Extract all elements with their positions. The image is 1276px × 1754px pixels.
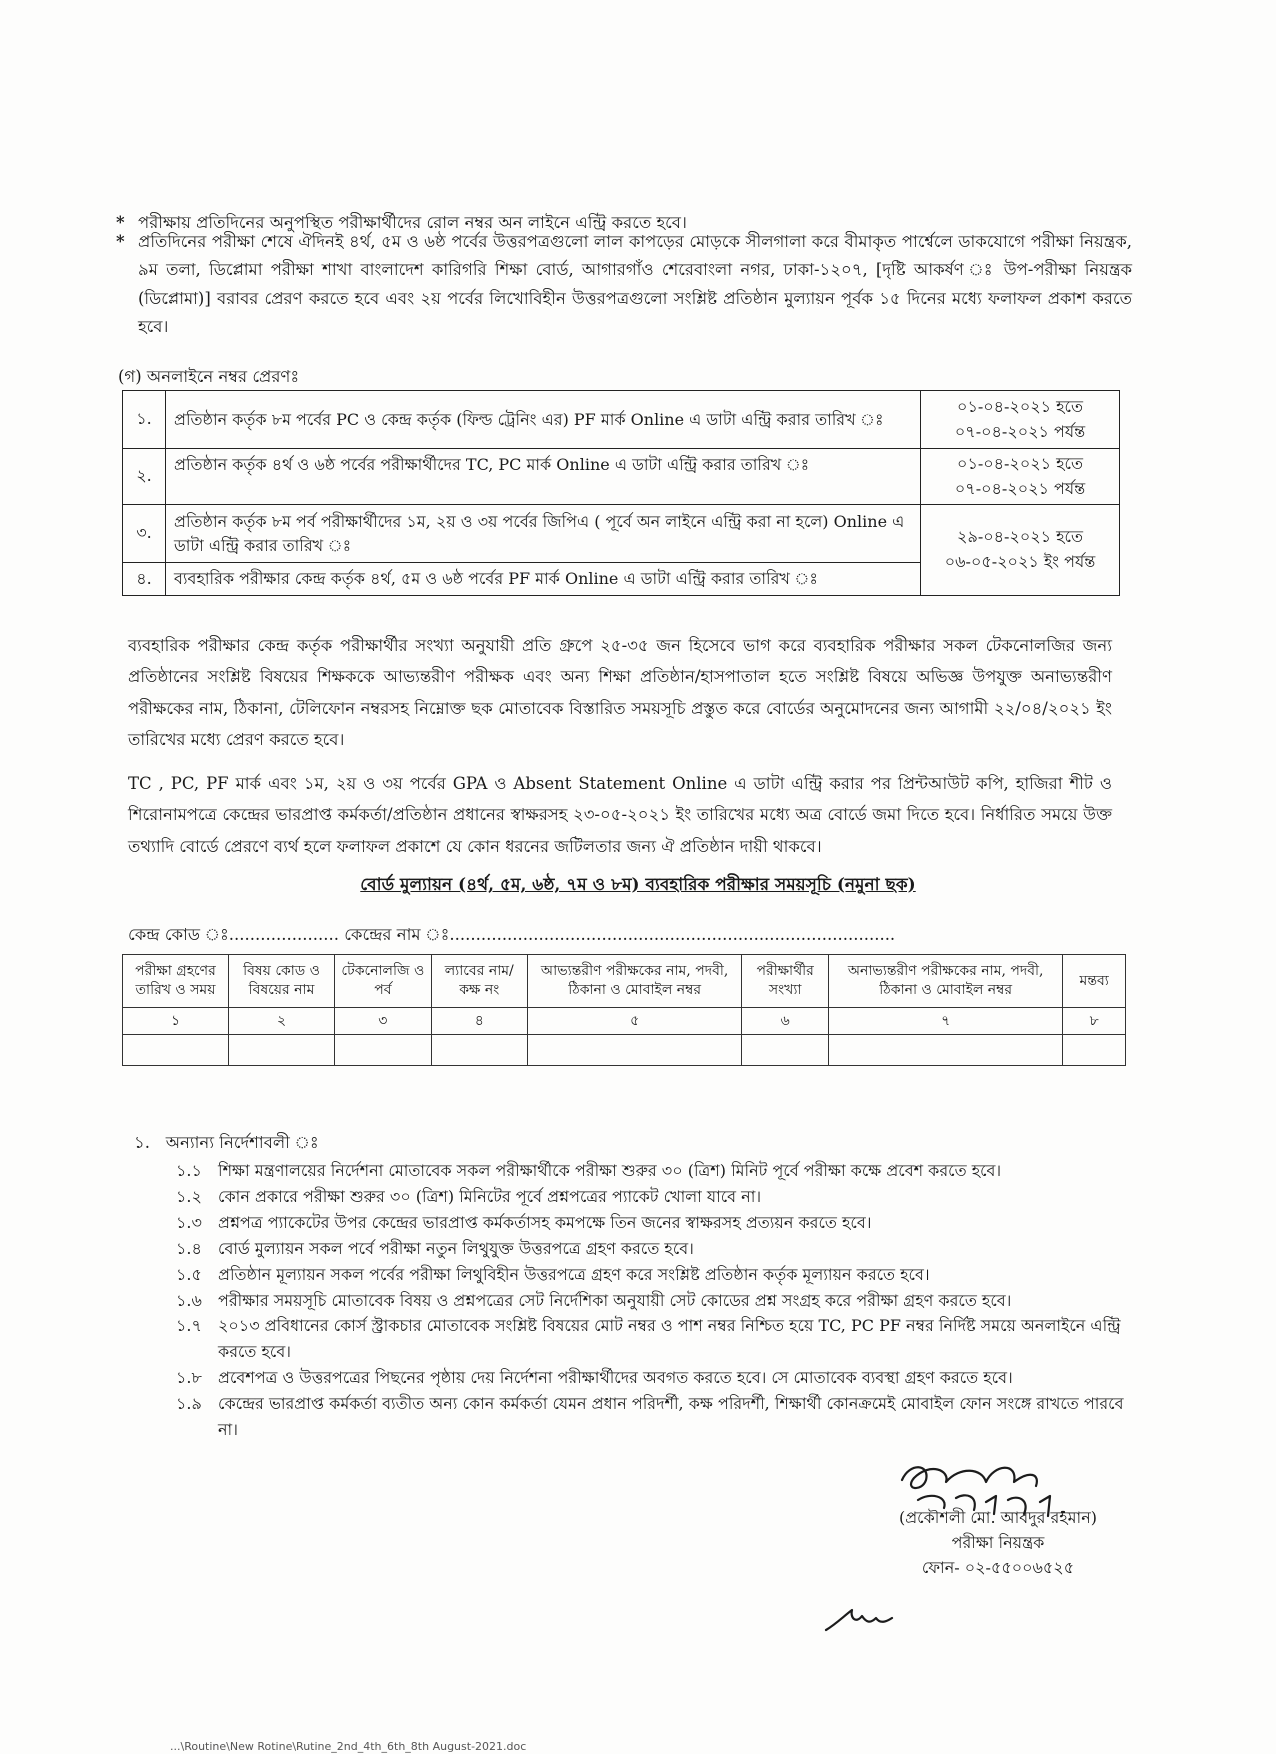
table-row: ১. প্রতিষ্ঠান কর্তৃক ৮ম পর্বের PC ও কেন্দ্র কর্তৃক (ফিল্ড ট্রেনিং এর) PF মার্ক Online এ ডাটা এন্ট্রি করার তারিখ ঃ ০১-০৪-২০২১ হতে ০৭-০৪-২০২১ পর্যন্ত <box>123 391 1120 449</box>
instructions-list <box>176 1158 1126 1443</box>
asterisk-icon: * <box>116 232 125 251</box>
signatory-name: (প্রকৌশলী মো. আবদুর রহমান) <box>898 1508 1097 1527</box>
online-entry-table <box>122 390 1120 596</box>
signature-block <box>868 1506 1128 1580</box>
paragraph-submission: TC , PC, PF মার্ক এবং ১ম, ২য় ও ৩য় পর্বের GPA ও Absent Statement Online এ ডাটা এন্ট্রি করার পর প্রিন্টআউট কপি, হাজিরা শীট ও শিরোনামপত্রে কেন্দ্রের ভারপ্রাপ্ত কর্মকর্তা/প্রতিষ্ঠান প্রধানের স্বাক্ষরসহ ২৩-০৫-২০২১ ইং তারিখের মধ্যে অত্র বোর্ডে জমা দিতে হবে। নির্ধারিত সময়ে উক্ত তথ্যাদি বোর্ডে প্রেরণে ব্যর্থ হলে ফলাফল প্রকাশে যে কোন ধরনের জটিলতার জন্য ঐ প্রতিষ্ঠান দায়ী থাকবে। <box>128 774 1112 856</box>
schedule-table <box>122 954 1126 1066</box>
list-item: ১.৬ পরীক্ষার সময়সূচি মোতাবেক বিষয় ও প্রশ্নপত্রের সেট নির্দেশিকা অনুযায়ী সেট কোডের প্রশ্ন সংগ্রহ করে পরীক্ষা গ্রহণ করতে হবে। <box>176 1290 1012 1310</box>
list-item: ১.৯ কেন্দ্রের ভারপ্রাপ্ত কর্মকর্তা ব্যতীত অন্য কোন কর্মকর্তা যেমন প্রধান পরিদর্শী, কক্ষ পরিদর্শী, শিক্ষার্থী কোনক্রমেই মোবাইল ফোন সংঙ্গে রাখতে পারবে না। <box>176 1394 1124 1440</box>
list-item: ১.৩ প্রশ্নপত্র প্যাকেটের উপর কেন্দ্রের ভারপ্রাপ্ত কর্মকর্তাসহ কমপক্ষে তিন জনের স্বাক্ষরসহ প্রত্যয়ন করতে হবে। <box>176 1212 872 1232</box>
section-g-title: (গ) অনলাইনে নম্বর প্রেরণঃ <box>118 367 300 386</box>
table-row: ৪. ব্যবহারিক পরীক্ষার কেন্দ্র কর্তৃক ৪র্থ, ৫ম ও ৬ষ্ঠ পর্বের PF মার্ক Online এ ডাটা এন্ট্রি করার তারিখ ঃ <box>123 563 1120 596</box>
list-item: ১.১ শিক্ষা মন্ত্রণালয়ের নির্দেশনা মোতাবেক সকল পরীক্ষার্থীকে পরীক্ষা শুরুর ৩০ (ত্রিশ) মিনিট পূর্বে পরীক্ষা কক্ষে প্রবেশ করতে হবে। <box>176 1161 1002 1180</box>
note-2: * প্রতিদিনের পরীক্ষা শেষে ঐদিনই ৪র্থ, ৫ম ও ৬ষ্ঠ পর্বের উত্তরপত্রগুলো লাল কাপড়ের মোড়কে সীলগালা করে বীমাকৃত পার্শ্বেলে ডাকযোগে পরীক্ষা নিয়ন্ত্রক, ৯ম তলা, ডিপ্লোমা পরীক্ষা শাখা বাংলাদেশ কারিগরি শিক্ষা বোর্ড, আগারগাঁও শেরেবাংলা নগর, ঢাকা-১২০৭, [দৃষ্টি আকর্ষণ ঃ উপ-পরীক্ষা নিয়ন্ত্রক (ডিপ্লোমা)] বরাবর প্রেরণ করতে হবে এবং ২য় পর্বের লিখোবিহীন উত্তরপত্রগুলো সংশ্লিষ্ট প্রতিষ্ঠান মুল্যায়ন পূর্বক ১৫ দিনের মধ্যে ফলাফল প্রকাশ করতে হবে। <box>116 228 1132 342</box>
center-code-line: কেন্দ্র কোড ঃ..................... কেন্দ্রের নাম ঃ..................................................................................... <box>128 925 896 944</box>
paragraph-practical-exam: ব্যবহারিক পরীক্ষার কেন্দ্র কর্তৃক পরীক্ষার্থীর সংখ্যা অনুযায়ী প্রতি গ্রুপে ২৫-৩৫ জন হিসেবে ভাগ করে ব্যবহারিক পরীক্ষার সকল টেকনোলজির জন্য প্রতিষ্ঠানের সংশ্লিষ্ট বিষয়ের শিক্ষককে আভ্যন্তরীণ পরীক্ষক এবং অন্য শিক্ষা প্রতিষ্ঠান/হাসপাতাল হতে সংশ্লিষ্ট বিষয়ে অভিজ্ঞ উপযুক্ত অনাভ্যন্তরীণ পরীক্ষকের নাম, ঠিকানা, টেলিফোন নম্বরসহ নিম্নোক্ত ছক মোতাবেক বিস্তারিত সময়সূচি প্রস্তুত করে বোর্ডের অনুমোদনের জন্য আগামী ২২/০৪/২০২১ ইং তারিখের মধ্যে প্রেরণ করতে হবে। <box>128 636 1112 750</box>
instructions-title: ১. অন্যান্য নির্দেশাবলী ঃ <box>134 1133 319 1152</box>
list-item: ১.২ কোন প্রকারে পরীক্ষা শুরুর ৩০ (ত্রিশ) মিনিটের পূর্বে প্রশ্নপত্রের প্যাকেট খোলা যাবে না। <box>176 1186 762 1206</box>
footer-file-path: ...\Routine\New Rotine\Rutine_2nd_4th_6th_8th August-2021.doc <box>170 1740 527 1753</box>
signatory-phone: ফোন- ০২-৫৫০০৬৫২৫ <box>921 1557 1075 1577</box>
table-row <box>123 1035 1126 1066</box>
schedule-title: বোর্ড মুল্যায়ন (৪র্থ, ৫ম, ৬ষ্ঠ, ৭ম ও ৮ম) ব্যবহারিক পরীক্ষার সময়সূচি (নমুনা ছক) <box>360 875 916 895</box>
table-row: ১ ২ ৩ ৪ ৫ ৬ ৭ ৮ <box>123 1008 1126 1035</box>
list-item: ১.৫ প্রতিষ্ঠান মূল্যায়ন সকল পর্বের পরীক্ষা লিথুবিহীন উত্তরপত্রে গ্রহণ করে সংশ্লিষ্ট প্রতিষ্ঠান কর্তৃক মূল্যায়ন করতে হবে। <box>176 1264 930 1284</box>
table-row: ২. প্রতিষ্ঠান কর্তৃক ৪র্থ ও ৬ষ্ঠ পর্বের পরীক্ষার্থীদের TC, PC মার্ক Online এ ডাটা এন্ট্রি করার তারিখ ঃ ০১-০৪-২০২১ হতে ০৭-০৪-২০২১ পর্যন্ত <box>123 449 1120 505</box>
list-item: ১.৪ বোর্ড মুল্যায়ন সকল পর্বে পরীক্ষা নতুন লিথুযুক্ত উত্তরপত্রে গ্রহণ করতে হবে। <box>176 1238 694 1258</box>
initial-scrawl <box>822 1602 902 1636</box>
signatory-designation: পরীক্ষা নিয়ন্ত্রক <box>951 1532 1045 1552</box>
list-item: ১.৭ ২০১৩ প্রবিধানের কোর্স স্ট্রাকচার মোতাবেক সংশ্লিষ্ট বিষয়ের মোট নম্বর ও পাশ নম্বর নিশ্চিত হয়ে TC, PC PF নম্বর নির্দিষ্ট সময়ে অনলাইনে এন্ট্রি করতে হবে। <box>176 1316 1121 1362</box>
note-1: * পরীক্ষায় প্রতিদিনের অনুপস্থিত পরীক্ষার্থীদের রোল নম্বর অন লাইনে এন্ট্রি করতে হবে। <box>116 212 687 234</box>
table-row: ৩. প্রতিষ্ঠান কর্তৃক ৮ম পর্ব পরীক্ষার্থীদের ১ম, ২য় ও ৩য় পর্বের জিপিএ ( পূর্বে অন লাইনে এন্ট্রি করা না হলে) Online এ ডাটা এন্ট্রি করার তারিখ ঃ ২৯-০৪-২০২১ হতে ০৬-০৫-২০২১ ইং পর্যন্ত <box>123 505 1120 563</box>
table-row: পরীক্ষা গ্রহণের তারিখ ও সময় বিষয় কোড ও বিষয়ের নাম টেকনোলজি ও পর্ব ল্যাবের নাম/ কক্ষ নং আভ্যন্তরীণ পরীক্ষকের নাম, পদবী, ঠিকানা ও মোবাইল নম্বর পরীক্ষার্থীর সংখ্যা অনাভ্যন্তরীণ পরীক্ষকের নাম, পদবী, ঠিকানা ও মোবাইল নম্বর মন্তব্য <box>123 955 1126 1008</box>
asterisk-icon: * <box>116 213 125 232</box>
list-item: ১.৮ প্রবেশপত্র ও উত্তরপত্রের পিছনের পৃষ্ঠায় দেয় নির্দেশনা পরীক্ষার্থীদের অবগত করতে হবে। সে মোতাবেক ব্যবস্থা গ্রহণ করতে হবে। <box>176 1368 1013 1388</box>
